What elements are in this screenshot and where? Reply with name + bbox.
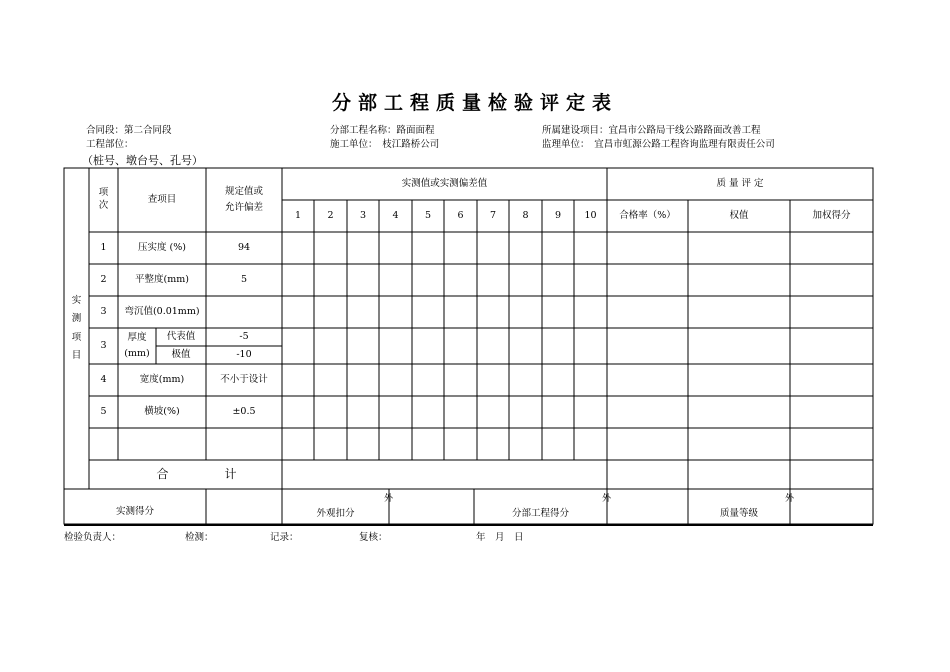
inspector-in-charge: 检验负责人： [64,532,122,543]
page-title: 分部工程质量检验评定表 [331,92,618,114]
row-item: 弯沉值(0.01mm) [124,305,200,317]
measure-col-header: 9 [554,209,562,221]
section-label-measured-items [64,168,89,489]
row-no: 3 [100,305,107,317]
measure-col-header: 1 [294,209,302,221]
measure-col-header: 3 [359,209,367,221]
row-item: 压实度 (%) [138,241,186,253]
supervisor: 监理单位： 宜昌市虹源公路工程咨询监理有限责任公司 [542,139,775,150]
sub-project-score-label: 分部工程得分 [511,507,569,519]
measure-col-header: 8 [522,209,529,221]
sub-label-extreme: 极值 [171,348,191,360]
reviewer: 复核： [359,532,388,543]
row-spec: -10 [236,348,252,360]
row-item: 平整度(mm) [135,273,189,285]
wai-mark: 外 [384,494,394,504]
sub-project-name: 分部工程名称：路面面程 [330,125,435,136]
wai-mark: 外 [785,494,795,504]
measure-col-header: 6 [457,209,464,221]
date-field: 年 月 日 [476,532,524,543]
sub-label-representative: 代表值 [166,330,196,342]
header-pass-rate: 合格率（%） [619,209,676,221]
row-spec: 94 [237,241,251,253]
header-item-no: 项 次 [98,187,109,211]
row-spec: -5 [239,330,249,342]
tester: 检测： [185,532,214,543]
measure-col-header: 10 [584,209,597,221]
appearance-deduction-label: 外观扣分 [316,507,355,519]
quality-grade-label: 质量等级 [719,507,758,519]
row-no: 5 [100,405,107,417]
measure-col-header: 5 [424,209,432,221]
measure-col-header: 4 [392,209,399,221]
row-no: 2 [100,273,107,285]
construction-project: 所属建设项目：宜昌市公路局干线公路路面改善工程 [542,125,761,136]
row-spec: ±0.5 [232,405,256,417]
measure-col-header: 2 [327,209,334,221]
total-label: 合 计 [156,467,259,482]
section-char: 项 [71,331,82,343]
header-quality-evaluation: 质 量 评 定 [716,177,764,189]
section-char: 目 [71,349,82,361]
recorder: 记录： [270,532,299,543]
header-weighted-score: 加权得分 [812,209,851,221]
row-no: 3 [100,339,107,351]
contract-section: 合同段：第二合同段 [86,125,172,136]
row-spec: 5 [240,273,248,285]
contractor: 施工单位： 枝江路桥公司 [330,139,440,150]
header-weight: 权值 [729,209,749,221]
row-item: 宽度(mm) [139,373,185,385]
wai-mark: 外 [602,494,612,504]
row-item: 横坡(%) [144,405,180,417]
project-location: 工程部位： [86,139,134,150]
section-char: 实 [71,295,82,307]
row-no: 1 [100,241,107,253]
row-no: 4 [100,373,107,385]
pile-note: （桩号、墩台号、孔号） [82,154,203,167]
header-measured-values: 实测值或实测偏差值 [401,177,488,189]
row-spec [206,296,282,328]
row-spec: 不小于设计 [220,373,268,385]
measure-col-header: 7 [489,209,497,221]
row-item-thickness: 厚度 (mm) [124,331,150,359]
measured-score-label: 实测得分 [115,505,154,517]
header-spec: 规定值或 允许偏差 [224,185,263,213]
header-check-item: 查项目 [147,193,177,205]
section-char: 测 [71,313,82,325]
